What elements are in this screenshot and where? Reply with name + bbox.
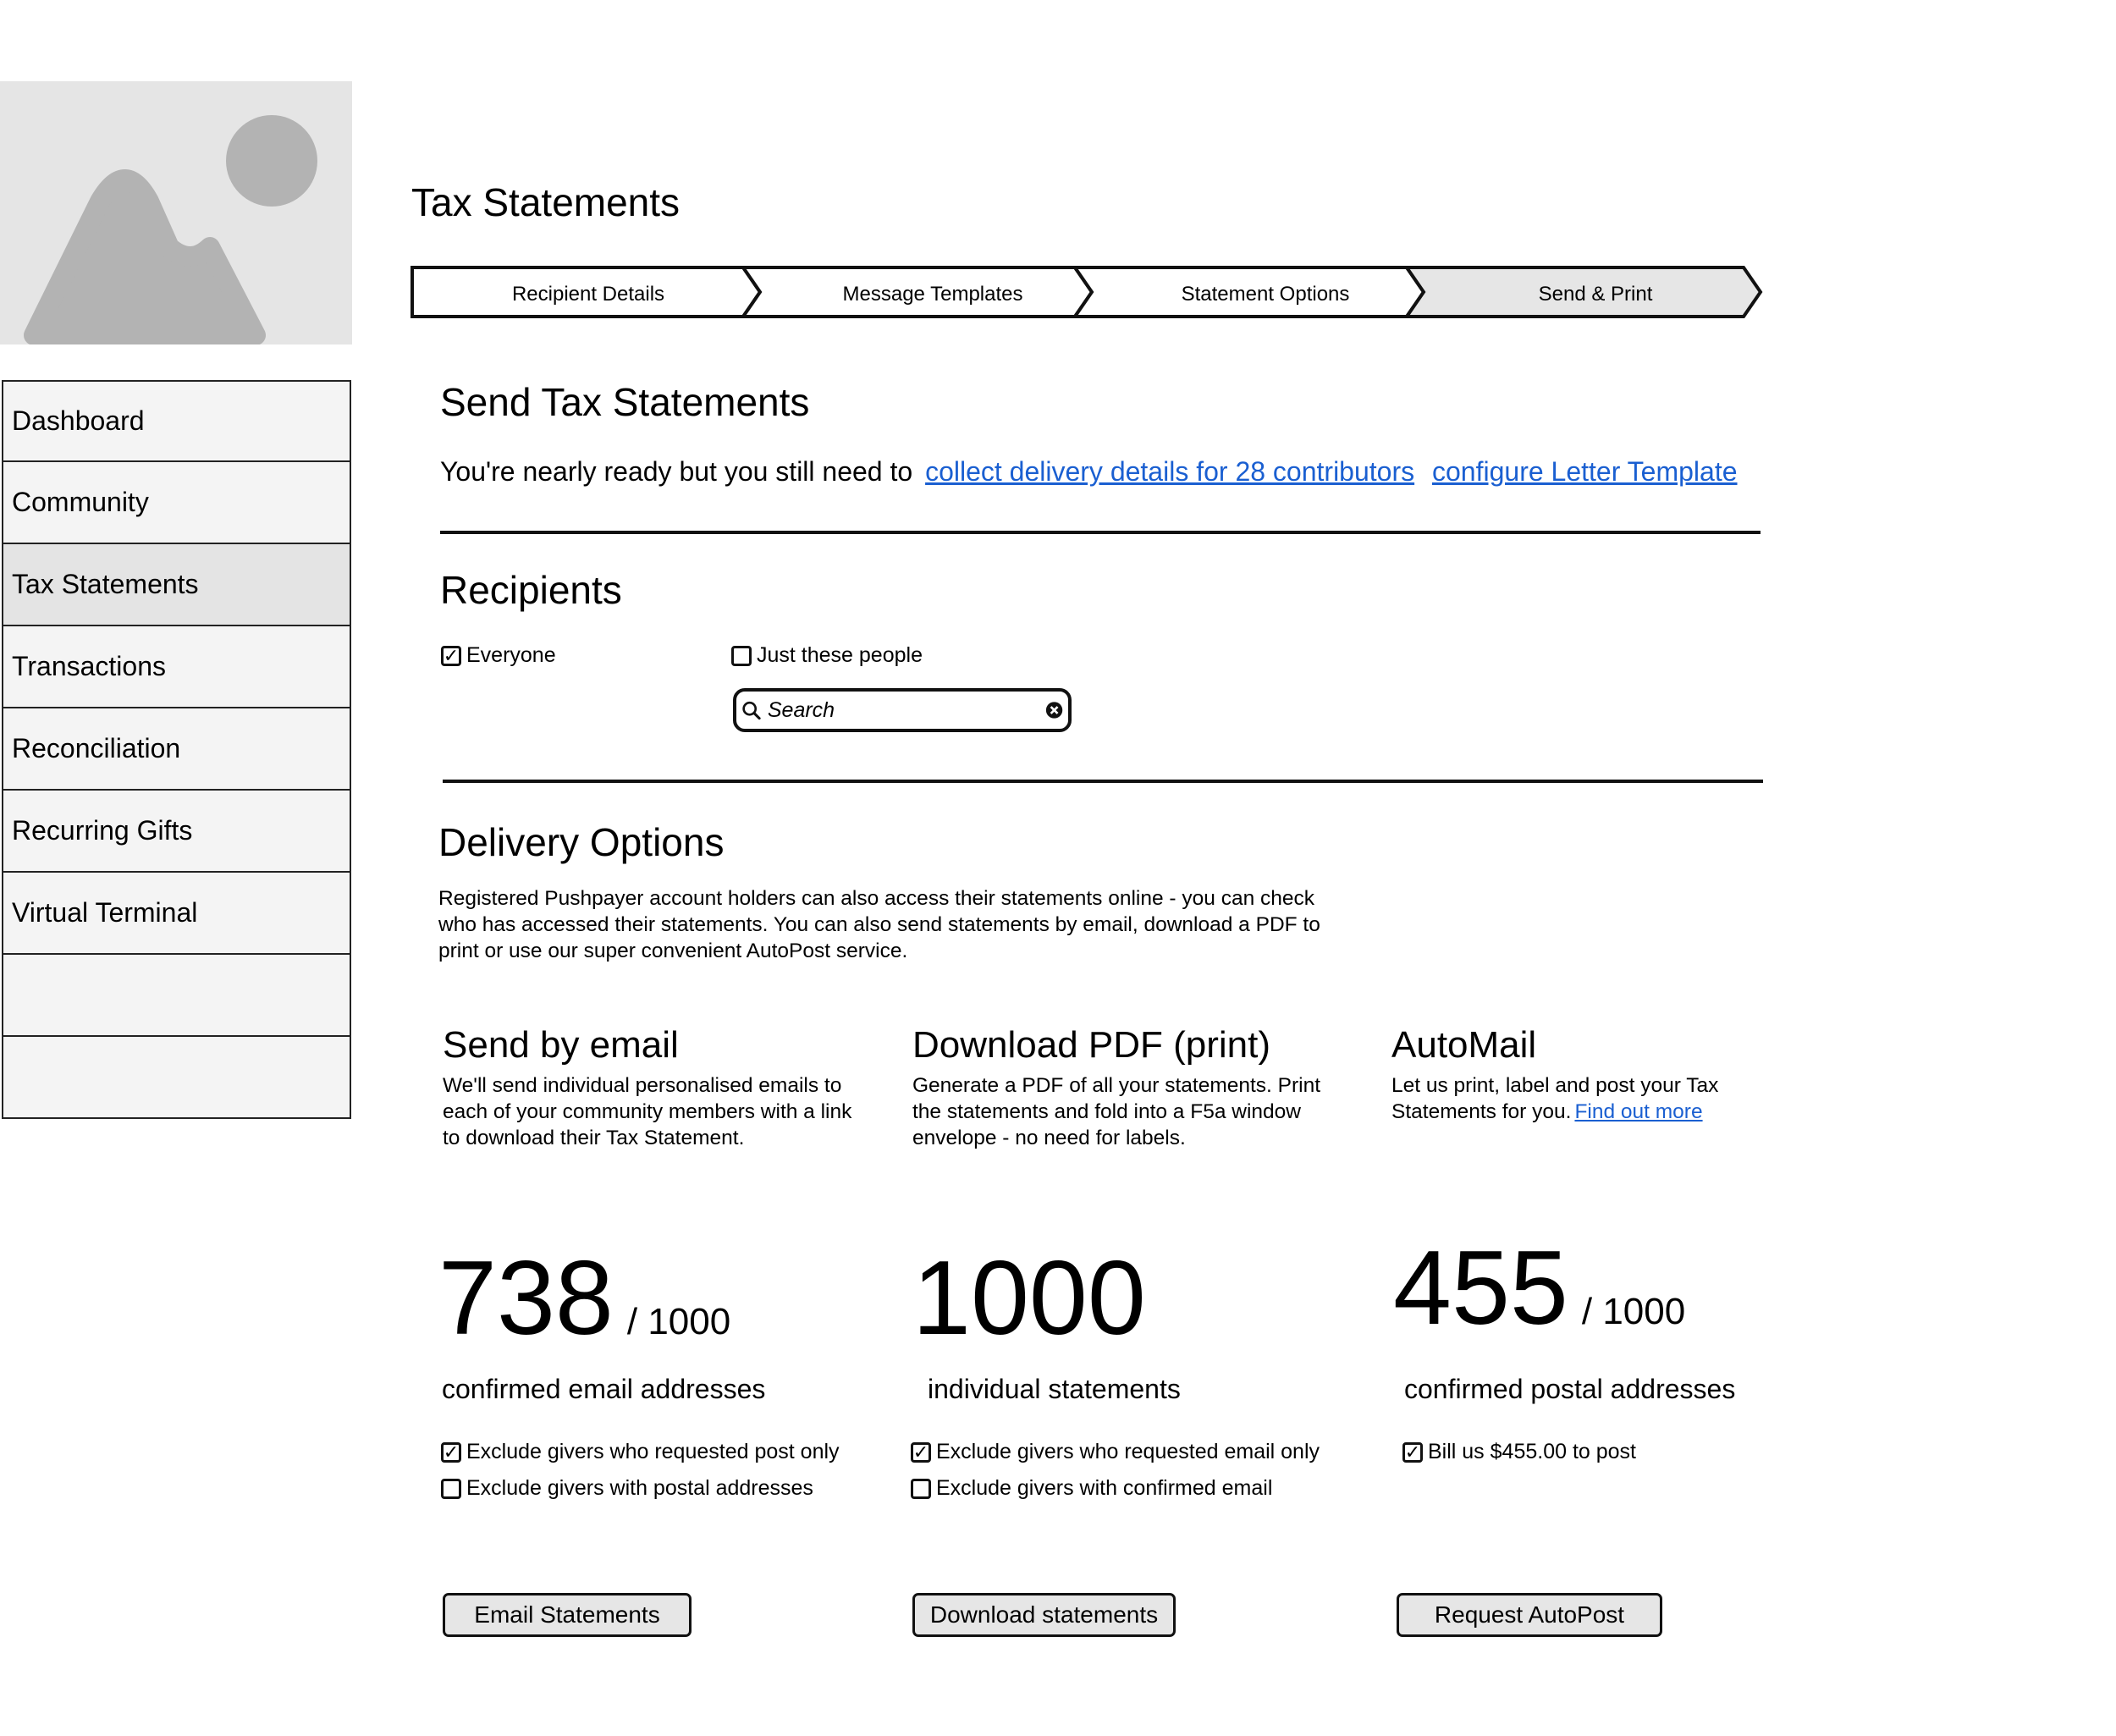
checkbox-label: Exclude givers with confirmed email: [936, 1476, 1273, 1500]
email-total: / 1000: [626, 1301, 731, 1342]
sidebar-item-empty[interactable]: [2, 1037, 351, 1119]
step-send-print[interactable]: [1407, 267, 1761, 317]
step-label: Recipient Details: [511, 283, 665, 306]
exclude-email-only-checkbox[interactable]: [911, 1440, 1320, 1464]
pdf-caption: individual statements: [928, 1374, 1181, 1404]
checkbox-empty-icon: [441, 1479, 461, 1499]
request-autopost-button[interactable]: Request AutoPost: [1397, 1593, 1662, 1637]
automail-total: / 1000: [1581, 1291, 1686, 1332]
step-recipient-details[interactable]: [412, 267, 760, 317]
send-intro-line: [440, 456, 1738, 488]
section-heading-send: Send Tax Statements: [440, 380, 810, 424]
section-heading-delivery: Delivery Options: [438, 820, 725, 864]
divider: [443, 780, 1763, 783]
email-caption: confirmed email addresses: [442, 1374, 766, 1404]
pdf-description: Generate a PDF of all your statements. Print the statements and fold into a F5a window envelope - no need for labels.: [912, 1074, 1321, 1149]
collect-delivery-details-link[interactable]: collect delivery details for 28 contributors: [925, 456, 1415, 487]
sidebar-item-empty[interactable]: [2, 955, 351, 1037]
pdf-count: 1000: [912, 1240, 1146, 1357]
sidebar-item-community[interactable]: Community: [2, 462, 351, 544]
delivery-description: Registered Pushpayer account holders can also access their statements online - you can check who has accessed their statements. You can also send statements by email, download a PDF to print or use our super convenient AutoPost service.: [438, 887, 1320, 962]
send-intro-text: You're nearly ready but you still need to: [440, 456, 913, 487]
email-description: We'll send individual personalised emails to each of your community members with a link to download their Tax Statement.: [443, 1074, 852, 1149]
checkbox-label: Exclude givers who requested email only: [936, 1440, 1320, 1463]
configure-letter-template-link[interactable]: configure Letter Template: [1432, 456, 1738, 487]
step-label: Statement Options: [1181, 283, 1350, 306]
divider: [440, 531, 1761, 534]
clear-icon[interactable]: [1045, 700, 1063, 720]
step-statement-options[interactable]: [1075, 267, 1424, 317]
search-icon: [741, 699, 761, 721]
checkmark-icon: ✓: [441, 1442, 461, 1463]
email-statements-button[interactable]: Email Statements: [443, 1593, 692, 1637]
logo-placeholder: [0, 81, 352, 344]
step-label: Send & Print: [1538, 283, 1653, 306]
checkbox-empty-icon: [911, 1479, 931, 1499]
automail-description-block: [1391, 1072, 1755, 1125]
step-message-templates[interactable]: [743, 267, 1092, 317]
sidebar-nav: [2, 380, 351, 1119]
exclude-confirmed-email-checkbox[interactable]: [911, 1476, 1272, 1501]
just-these-people-checkbox[interactable]: [731, 643, 923, 668]
email-count-block: [438, 1240, 731, 1357]
recipient-search: [733, 688, 1072, 732]
sidebar-item-dashboard[interactable]: Dashboard: [2, 380, 351, 462]
find-out-more-link[interactable]: Find out more: [1574, 1100, 1703, 1123]
checkbox-empty-icon: [731, 646, 752, 666]
automail-count-block: [1393, 1230, 1686, 1347]
pdf-title: Download PDF (print): [912, 1024, 1271, 1066]
exclude-postal-addresses-checkbox[interactable]: [441, 1476, 813, 1501]
pdf-count-block: [912, 1240, 1146, 1357]
automail-description: Let us print, label and post your Tax Statements for you.: [1391, 1074, 1719, 1123]
wizard-steps: [411, 266, 1765, 318]
checkbox-label: Exclude givers who requested post only: [466, 1440, 840, 1463]
checkbox-label: Just these people: [757, 643, 923, 667]
checkbox-label: Everyone: [466, 643, 556, 667]
sidebar-item-tax-statements[interactable]: Tax Statements: [2, 544, 351, 626]
bill-to-post-checkbox[interactable]: [1402, 1440, 1636, 1464]
checkbox-label: Bill us $455.00 to post: [1428, 1440, 1636, 1463]
automail-count: 455: [1393, 1230, 1568, 1347]
email-count: 738: [438, 1240, 614, 1357]
checkbox-label: Exclude givers with postal addresses: [466, 1476, 813, 1500]
page-title: Tax Statements: [411, 180, 681, 224]
checkmark-icon: ✓: [1402, 1442, 1423, 1463]
step-label: Message Templates: [842, 283, 1023, 306]
exclude-post-only-checkbox[interactable]: [441, 1440, 840, 1464]
automail-title: AutoMail: [1391, 1024, 1537, 1066]
sidebar-item-reconciliation[interactable]: Reconciliation: [2, 708, 351, 791]
email-title: Send by email: [443, 1024, 679, 1066]
checkmark-icon: ✓: [911, 1442, 931, 1463]
sidebar-item-recurring-gifts[interactable]: Recurring Gifts: [2, 791, 351, 873]
everyone-checkbox[interactable]: [441, 643, 556, 668]
search-input[interactable]: [766, 697, 1045, 724]
automail-caption: confirmed postal addresses: [1404, 1374, 1736, 1404]
section-heading-recipients: Recipients: [440, 568, 622, 612]
download-statements-button[interactable]: Download statements: [912, 1593, 1176, 1637]
image-placeholder-icon: [0, 81, 352, 344]
sidebar-item-virtual-terminal[interactable]: Virtual Terminal: [2, 873, 351, 955]
checkmark-icon: ✓: [441, 646, 461, 666]
sidebar-item-transactions[interactable]: Transactions: [2, 626, 351, 708]
